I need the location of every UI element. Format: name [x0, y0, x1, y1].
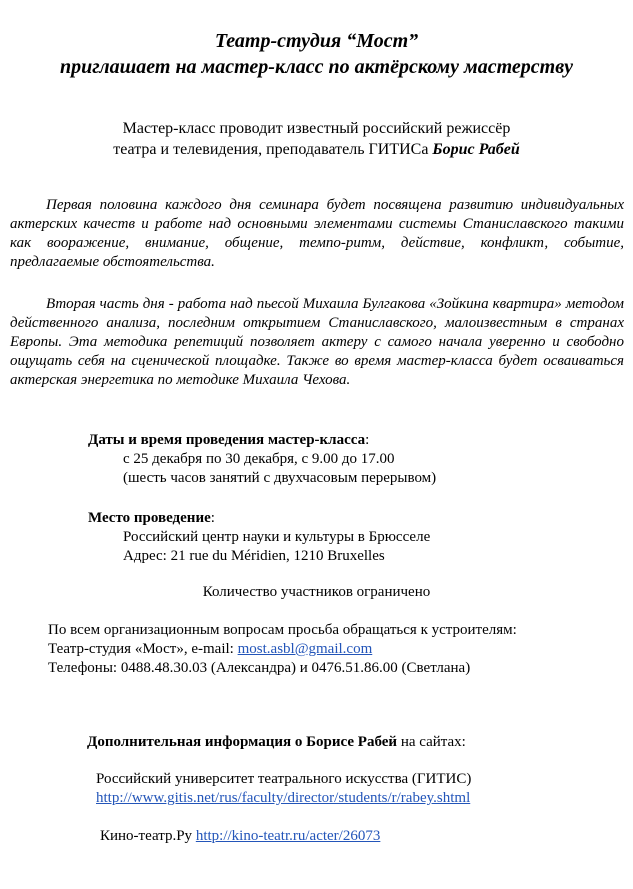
lecturer-name: Борис Рабей [432, 141, 520, 158]
participants-note: Количество участников ограничено [202, 584, 431, 600]
schedule-dates: с 25 декабря по 30 декабря, с 9.00 до 17.00 [123, 451, 395, 467]
site-kinoteatr-line [100, 827, 633, 846]
site-kinoteatr-label: Кино-театр.Ру [100, 828, 196, 844]
venue-heading-text: Место проведение [88, 510, 211, 526]
extra-info-heading [87, 733, 633, 752]
email-link[interactable]: most.asbl@gmail.com [237, 641, 373, 657]
title-line-1: Театр-студия “Мост” [214, 30, 419, 52]
extra-info-heading-bold: Дополнительная информация о Борисе Рабей [87, 734, 398, 750]
site-gitis-label: Российский университет театрального искусства (ГИТИС) [96, 771, 472, 787]
venue-heading [88, 509, 633, 528]
contacts-phones: Телефоны: 0488.48.30.03 (Александра) и 0476.51.86.00 (Светлана) [48, 660, 471, 676]
subtitle-line-2 [0, 139, 633, 160]
schedule-heading-colon: : [365, 432, 370, 448]
schedule-heading [88, 431, 633, 450]
subtitle-line-2-text: театра и телевидения, преподаватель ГИТИСа [113, 141, 433, 158]
subtitle [0, 118, 633, 160]
page-title [0, 28, 633, 80]
paragraph-morning-program: Первая половина каждого дня семинара будет посвящена развитию индивидуальных актерских качеств и работе над основными элементами системы Станиславского такими как вооражение, внимание, общение, темпо-ритм, действие, конфликт, событие, предлагаемые обстоятельства. [10, 197, 624, 270]
venue-name: Российский центр науки и культуры в Брюсселе [123, 529, 431, 545]
schedule-heading-text: Даты и время проведения мастер-класса [88, 432, 366, 448]
venue-heading-colon: : [210, 510, 215, 526]
subtitle-line-1: Мастер-класс проводит известный российский режиссёр [122, 120, 511, 137]
site-gitis-link-line [96, 789, 633, 808]
site-gitis-block [96, 770, 633, 808]
kinoteatr-url-link[interactable]: http://kino-teatr.ru/acter/26073 [195, 828, 381, 844]
gitis-url-link[interactable]: http://www.gitis.net/rus/faculty/director/students/r/rabey.shtml [96, 790, 471, 806]
paragraph-afternoon-program: Вторая часть дня - работа над пьесой Михаила Булгакова «Зойкина квартира» методом действенного анализа, последним открытием Станиславского, малоизвестным в странах Европы. Эта методика репетиций позволяет актеру с самого начала уверенно и свободно ощущать себя на сценической площадке. Также во время мастер-класса будет осваиваться актерская энергетика по методике Михаила Чехова. [10, 296, 624, 388]
schedule-hours-note: (шесть часов занятий с двухчасовым перерывом) [123, 470, 437, 486]
contacts-block [48, 621, 633, 678]
venue-address: Адрес: 21 rue du Méridien, 1210 Bruxelles [123, 548, 385, 564]
contacts-intro: По всем организационным вопросам просьба обращаться к устроителям: [48, 622, 517, 638]
contacts-email-line [48, 640, 633, 659]
extra-info-heading-rest: на сайтах: [397, 734, 466, 750]
title-line-2: приглашает на мастер-класс по актёрскому мастерству [59, 56, 574, 78]
contacts-email-prefix: Театр-студия «Мост», e-mail: [48, 641, 238, 657]
